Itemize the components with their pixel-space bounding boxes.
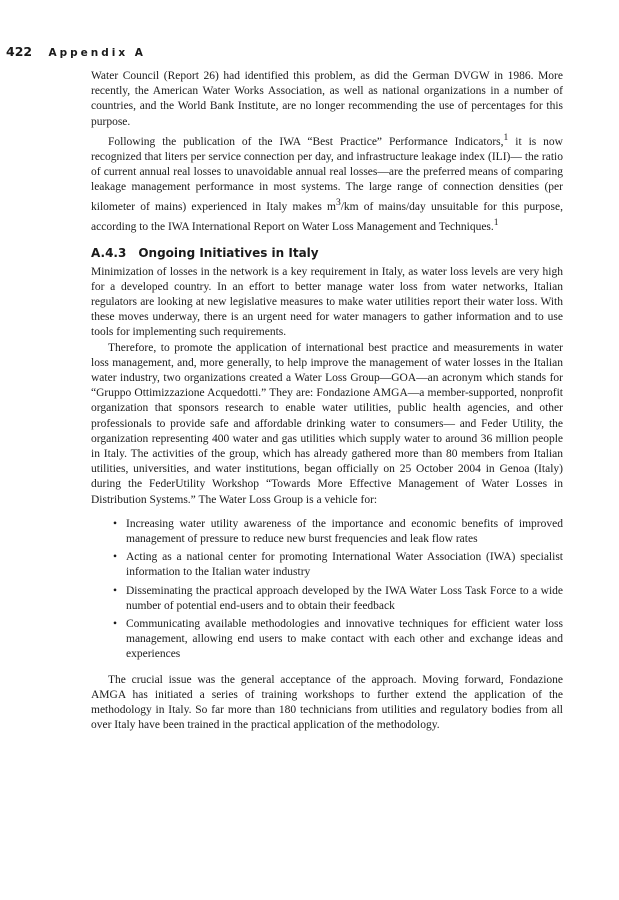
bullet-item: • Increasing water utility awareness of the importance and economic benefits of improved management of pressure to reduce new burst frequencies and leak flow rates [126, 517, 563, 547]
section-heading [91, 246, 563, 261]
section-number: A.4.3 [91, 245, 127, 260]
paragraph-5: The crucial issue was the general acceptance of the approach. Moving forward, Fondazione AMGA has initiated a series of training workshops to further extend the application of the methodology in Italy. So far more than 180 technicians from utilities and regulatory bodies from all over Italy have been trained in the practical application of the methodology. [91, 673, 563, 732]
paragraph-2-part-a: Following the publication of the IWA “Best Practice” Performance Indicators, [108, 135, 504, 148]
bullet-item: • Acting as a national center for promoting International Water Association (IWA) specialist information to the Italian water industry [126, 550, 563, 580]
page-body [91, 69, 563, 733]
paragraph-2-part-c: /km of mains/day unsuitable for this purpose, according to the IWA International Report on Water Loss Management and Techniques. [91, 201, 563, 234]
footnote-ref-2: 1 [493, 217, 499, 229]
footnote-ref-1: 1 [503, 131, 509, 143]
bullet-item: • Disseminating the practical approach developed by the IWA Water Loss Task Force to a wide number of potential end-users and to obtain their feedback [126, 584, 563, 614]
page-number: 422 [6, 44, 33, 59]
section-title: Ongoing Initiatives in Italy [138, 245, 319, 260]
bullet-list [91, 517, 563, 663]
paragraph-4: Therefore, to promote the application of international best practice and measurements in water loss management, and, more generally, to help improve the management of water losses in the Italian water industry, two organizations created a Water Loss Group—GOA—an acronym which stands for “Gruppo Ottimizzazione Acquedotti.” They are: Fondazione AMGA—a member-supported, nonprofit organization that sponsors research to enable water utilities, public health agencies, and other professionals to provide safe and affordable drinking water to consumers— and Feder Utility, the organization representing 400 water and gas utilities which supply water to around 36 million people in Italy. The activities of the group, which has already gathered more than 80 members from Italian utilities, universities, and water institutions, began officially on 25 October 2004 in Genoa (Italy) during the FederUtility Workshop “Towards More Effective Management of Water Losses in Distribution Systems.” The Water Loss Group is a vehicle for: [91, 341, 563, 506]
running-head: Appendix A [48, 47, 146, 59]
paragraph-1: Water Council (Report 26) had identified this problem, as did the German DVGW in 1986. More recently, the American Water Works Association, as well as national organizations in a number of countries, and the World Bank Institute, are no longer recommending the use of percentages for this purpose. [91, 70, 563, 128]
cubic-superscript: 3 [335, 197, 341, 209]
paragraph-2-part-b: it is now recognized that liters per service connection per day, and infrastructure leakage index (ILI)— the ratio of current annual real losses to unavoidable annual real losses—are the preferred means of comparing leakage management performance in most systems. The large range of connection densities (per kilometer of mains) experienced in Italy makes m [91, 135, 563, 214]
paragraph-3: Minimization of losses in the network is a key requirement in Italy, as water loss levels are very high for a developed country. In an effort to better manage water loss from water networks, Italian regulators are looking at new legislative measures to make water utilities report their water loss. With these moves underway, there is an urgent need for water managers to gather information and to use tools for implementing such requirements. [91, 265, 563, 339]
paragraph-2 [91, 130, 563, 236]
bullet-item: • Communicating available methodologies and innovative techniques for efficient water loss management, allowing end users to make contact with each other and exchange ideas and experiences [126, 617, 563, 663]
running-header [6, 44, 146, 59]
